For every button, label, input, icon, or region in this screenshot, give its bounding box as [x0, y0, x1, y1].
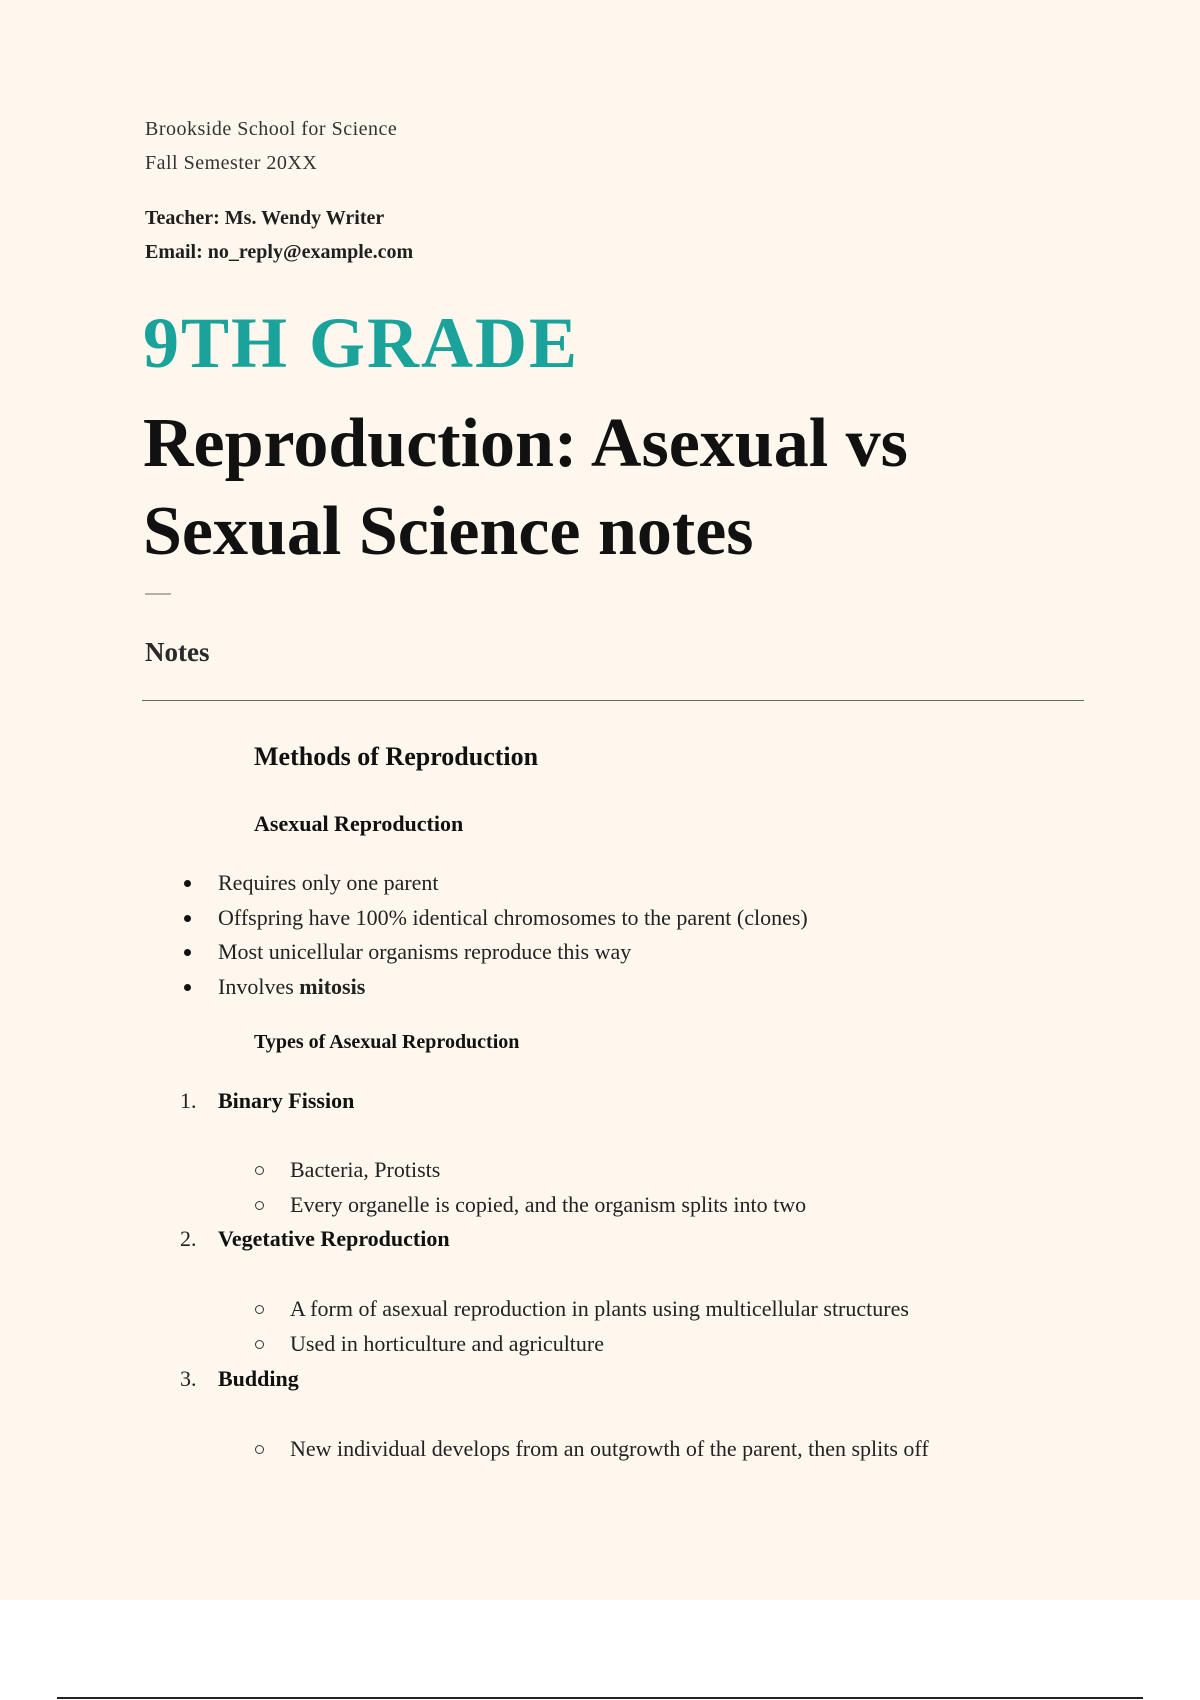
sub-item-text: New individual develops from an outgrowth of the parent, then splits off — [290, 1436, 929, 1461]
title-line-1: Reproduction: Asexual vs — [143, 405, 908, 482]
sub-item-text: Every organelle is copied, and the organism splits into two — [290, 1192, 807, 1217]
page-bottom-border — [57, 1697, 1143, 1699]
semester-label: Fall Semester 20XX — [145, 152, 318, 174]
list-item-text: Requires only one parent — [218, 870, 439, 895]
notes-heading: Notes — [145, 637, 210, 667]
list-item — [180, 970, 808, 1005]
hollow-bullet-icon — [255, 1201, 264, 1210]
type-item-vegetative — [180, 1226, 450, 1252]
teacher-email: Email: no_reply@example.com — [145, 241, 414, 263]
type-name: Vegetative Reproduction — [218, 1226, 450, 1251]
sub-item-text: Used in horticulture and agriculture — [290, 1331, 605, 1356]
horizontal-divider — [142, 700, 1084, 701]
decorative-dash — [145, 593, 171, 595]
bullet-icon — [184, 880, 191, 887]
sub-list-item — [255, 1331, 604, 1357]
hollow-bullet-icon — [255, 1340, 264, 1349]
sub-item-text: A form of asexual reproduction in plants using multicellular structures — [290, 1296, 909, 1321]
asexual-points-list — [180, 866, 808, 1004]
school-name: Brookside School for Science — [145, 118, 398, 140]
teacher-name: Teacher: Ms. Wendy Writer — [145, 207, 385, 229]
type-item-binary-fission — [180, 1088, 354, 1114]
type-name: Budding — [218, 1366, 299, 1391]
sub-list-item — [255, 1192, 806, 1218]
grade-label: 9TH GRADE — [143, 303, 580, 383]
item-number: 3. — [180, 1366, 197, 1391]
asexual-heading: Asexual Reproduction — [254, 811, 464, 836]
sub-list-item — [255, 1157, 440, 1183]
bullet-icon — [184, 984, 191, 991]
mitosis-term: mitosis — [299, 973, 366, 999]
bullet-icon — [184, 949, 191, 956]
sub-item-text: Bacteria, Protists — [290, 1157, 441, 1182]
bullet-icon — [184, 915, 191, 922]
type-name: Binary Fission — [218, 1088, 355, 1113]
types-heading: Types of Asexual Reproduction — [254, 1031, 520, 1053]
list-item — [180, 935, 808, 970]
hollow-bullet-icon — [255, 1445, 264, 1454]
item-number: 2. — [180, 1226, 197, 1251]
document-title — [143, 400, 1103, 576]
title-line-2: Sexual Science notes — [143, 493, 754, 570]
list-item-text: Offspring have 100% identical chromosomes to the parent (clones) — [218, 904, 808, 930]
item-number: 1. — [180, 1088, 197, 1113]
methods-heading: Methods of Reproduction — [254, 742, 539, 771]
list-item — [180, 901, 808, 936]
hollow-bullet-icon — [255, 1166, 264, 1175]
list-item-text: Involves — [218, 973, 300, 999]
type-item-budding — [180, 1366, 299, 1392]
list-item-text: Most unicellular organisms reproduce this way — [218, 939, 632, 964]
sub-list-item — [255, 1296, 909, 1322]
sub-list-item — [255, 1436, 929, 1462]
hollow-bullet-icon — [255, 1305, 264, 1314]
list-item — [180, 866, 808, 901]
